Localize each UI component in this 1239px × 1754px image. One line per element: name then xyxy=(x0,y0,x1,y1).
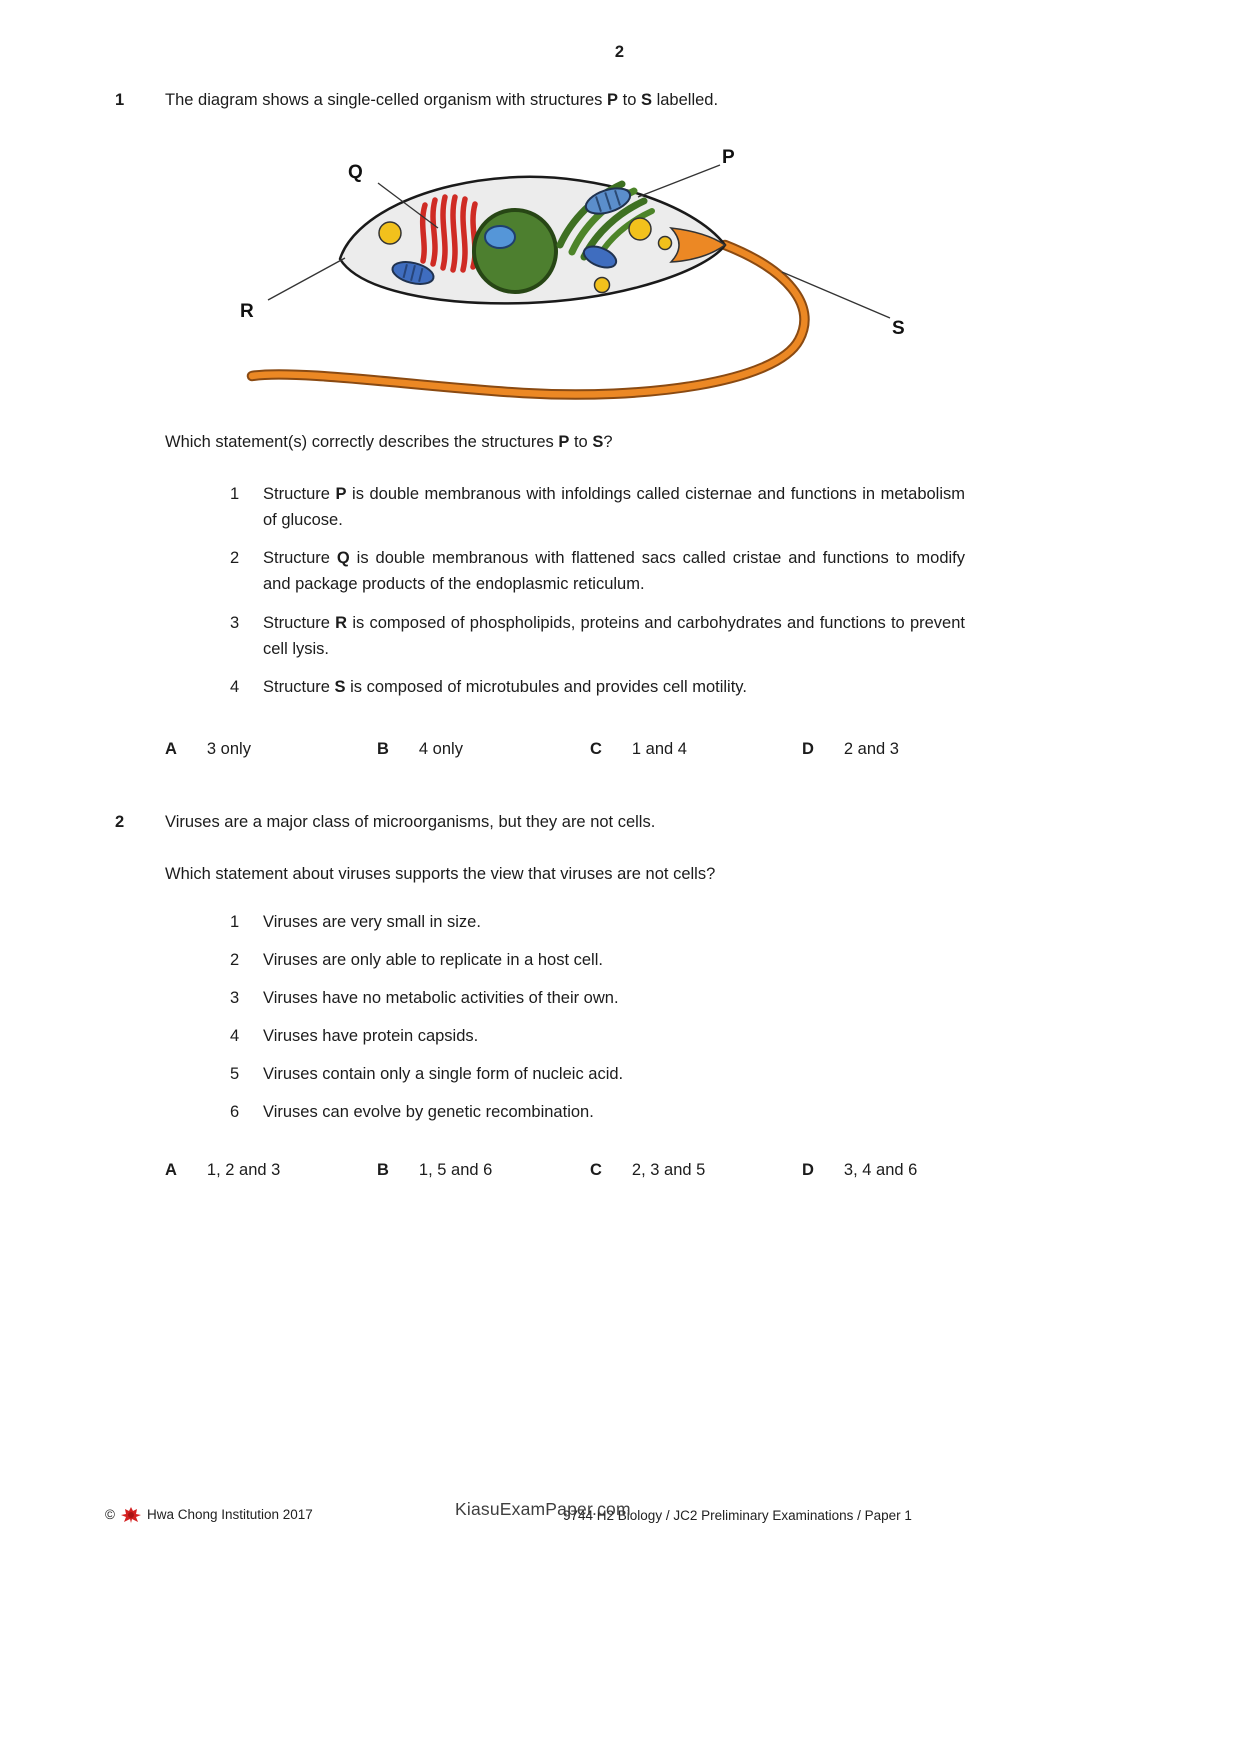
statement-text: Viruses have protein capsids. xyxy=(263,1027,479,1045)
footer-institution: Hwa Chong Institution 2017 xyxy=(146,1507,313,1522)
q1-statement-2 xyxy=(230,546,965,597)
statement-text: Structure Q is double membranous with flattened sacs called cristae and functions to modify and package products of the endoplasmic reticulum. xyxy=(263,549,965,593)
q1-option-c: C 1 and 4 xyxy=(590,740,687,758)
statement-number: 5 xyxy=(230,1065,240,1083)
diagram-label-p: P xyxy=(722,147,735,168)
diagram-label-r: R xyxy=(240,301,254,322)
q2-prompt: Viruses are a major class of microorganisms, but they are not cells. xyxy=(165,813,656,831)
statement-text: Structure P is double membranous with infoldings called cisternae and functions in metabolism of glucose. xyxy=(263,485,966,529)
statement-number: 6 xyxy=(230,1103,240,1121)
diagram-label-s: S xyxy=(892,318,905,339)
q1-prompt: The diagram shows a single-celled organism with structures P to S labelled. xyxy=(165,91,719,109)
statement-text: Structure S is composed of microtubules and provides cell motility. xyxy=(263,678,747,696)
statement-number: 3 xyxy=(230,614,240,632)
q2-statement-4 xyxy=(230,1024,965,1050)
q1-prompt-text: The diagram shows a single-celled organism with structures xyxy=(165,91,608,109)
q1-prompt-bold-p: P xyxy=(607,91,619,109)
statement-number: 2 xyxy=(230,549,240,567)
page-number: 2 xyxy=(614,43,625,61)
statement-text: Structure R is composed of phospholipids, proteins and carbohydrates and functions to prevent cell lysis. xyxy=(263,614,965,658)
statement-text: Viruses have no metabolic activities of their own. xyxy=(263,989,619,1007)
q2-statement-2 xyxy=(230,948,965,974)
statement-text: Viruses contain only a single form of nucleic acid. xyxy=(263,1065,624,1083)
q2-question: Which statement about viruses supports the view that viruses are not cells? xyxy=(165,865,716,883)
statement-number: 2 xyxy=(230,951,240,969)
statement-text: Viruses are only able to replicate in a host cell. xyxy=(263,951,603,969)
q1-statement-4 xyxy=(230,675,965,701)
statement-number: 3 xyxy=(230,989,240,1007)
flagellum-base xyxy=(671,228,725,262)
q1-cell-diagram xyxy=(228,133,918,423)
statement-number: 1 xyxy=(230,485,240,503)
q2-option-b: B 1, 5 and 6 xyxy=(377,1161,493,1179)
footer-copyright xyxy=(105,1505,313,1526)
statement-text: Viruses are very small in size. xyxy=(263,913,481,931)
statement-number: 4 xyxy=(230,1027,240,1045)
statement-text: Viruses can evolve by genetic recombination. xyxy=(263,1103,594,1121)
q1-prompt-bold-s: S xyxy=(640,91,652,109)
q1-option-d: D 2 and 3 xyxy=(802,740,899,758)
q2-statement-6 xyxy=(230,1100,965,1126)
q1-question: Which statement(s) correctly describes the structures P to S? xyxy=(165,433,613,451)
statement-number: 1 xyxy=(230,913,240,931)
q2-option-d: D 3, 4 and 6 xyxy=(802,1161,918,1179)
q1-statement-1 xyxy=(230,482,965,533)
copyright-symbol: © xyxy=(105,1507,115,1522)
q2-statement-1 xyxy=(230,910,965,936)
q2-option-c: C 2, 3 and 5 xyxy=(590,1161,706,1179)
footer-paper-info: 9744 H2 Biology / JC2 Preliminary Examinations / Paper 1 xyxy=(563,1508,912,1523)
watermark: KiasuExamPaper.com xyxy=(455,1499,631,1519)
q2-option-a: A 1, 2 and 3 xyxy=(165,1161,281,1179)
q2-statement-3 xyxy=(230,986,965,1012)
q2-statement-5 xyxy=(230,1062,965,1088)
q1-number: 1 xyxy=(115,91,125,109)
q1-option-a: A 3 only xyxy=(165,740,251,758)
q2-number: 2 xyxy=(115,813,125,831)
statement-number: 4 xyxy=(230,678,240,696)
hci-crest-icon xyxy=(120,1506,142,1524)
diagram-label-q: Q xyxy=(348,162,363,183)
organelle-nucleus xyxy=(474,210,556,292)
q1-option-b: B 4 only xyxy=(377,740,463,758)
q1-statement-3 xyxy=(230,611,965,662)
